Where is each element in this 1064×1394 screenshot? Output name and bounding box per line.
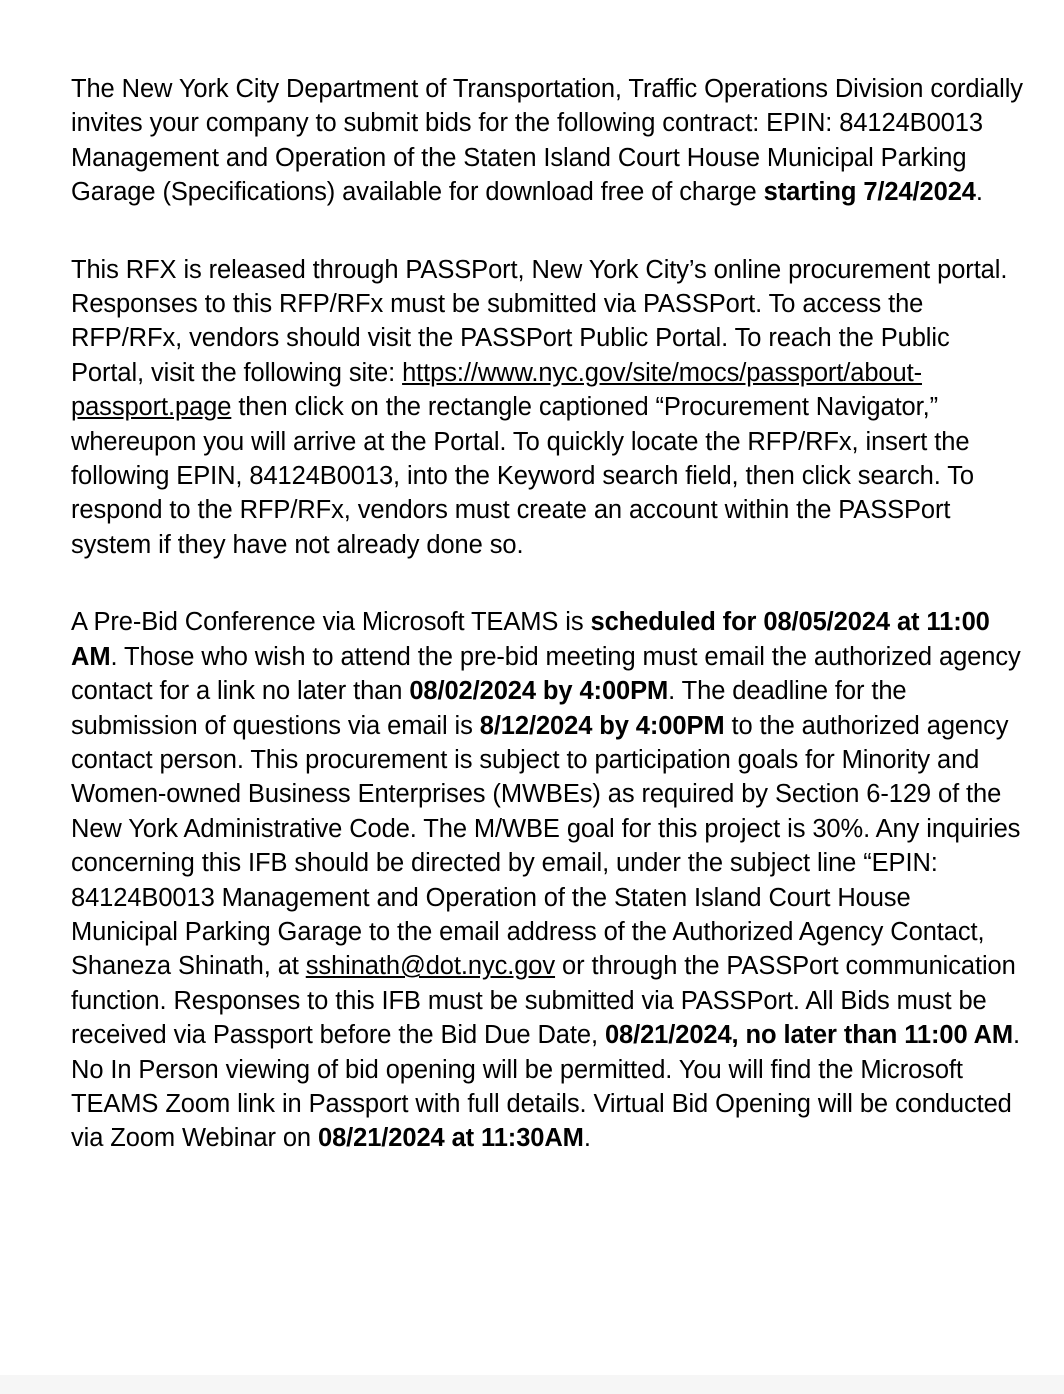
prebid-email-deadline: 08/02/2024 by 4:00PM — [409, 677, 669, 706]
passport-paragraph — [71, 253, 1024, 563]
prebid-paragraph — [71, 605, 1024, 1156]
prebid-text-3: . The deadline for the submission of questions via email is — [71, 677, 907, 740]
prebid-text-6: . No In Person viewing of bid opening will be permitted. You will find the Microsoft TEAMS Zoom link in Passport with full details. Virtual Bid Opening will be conducted via Zoom Webinar on — [71, 1021, 1021, 1153]
passport-instructions: then click on the rectangle captioned “Procurement Navigator,” whereupon you will arrive at the Portal. To quickly locate the RFP/RFx, insert the following EPIN, 84124B0013, into the Keyword search field, then click search. To respond to the RFP/RFx, vendors must create an account within the PASSPort system if they have not already done so. — [71, 393, 974, 559]
prebid-text-7: . — [583, 1124, 591, 1153]
bid-due-date: 08/21/2024, no later than 11:00 AM — [604, 1021, 1014, 1050]
passport-link[interactable]: https://www.nyc.gov/site/mocs/passport/about-passport.page — [71, 358, 922, 422]
invitation-text: The New York City Department of Transportation, Traffic Operations Division cordially invites your company to submit bids for the following contract: EPIN: 84124B0013 Management and Operation of the Staten Island Court House Municipal Parking Garage (Specifications) available for download free of charge — [71, 75, 1023, 207]
availability-date: starting 7/24/2024 — [763, 178, 976, 207]
prebid-text-1: A Pre-Bid Conference via Microsoft TEAMS is — [71, 608, 591, 637]
contact-email-link[interactable]: sshinath@dot.nyc.gov — [305, 952, 556, 981]
invitation-period: . — [975, 178, 983, 207]
prebid-text-4: to the authorized agency contact person. This procurement is subject to participation goals for Minority and Women-owned Business Enterprises (MWBEs) as required by Section 6-129 of the New York Administrative Code. The M/WBE goal for this project is 30%. Any inquiries concerning this IFB should be directed by email, under the subject line “EPIN: 84124B0013 Management and Operation of the Staten Island Court House Municipal Parking Garage to the email address of the Authorized Agency Contact, Shaneza Shinath, at — [71, 711, 1021, 981]
prebid-conference-date: scheduled for 08/05/2024 at 11:00 AM — [71, 608, 990, 671]
invitation-paragraph — [71, 72, 1024, 210]
prebid-text-5: or through the PASSPort communication function. Responses to this IFB must be submitted via PASSPort. All Bids must be received via Passport before the Bid Due Date, — [71, 952, 1016, 1050]
bid-opening-date: 08/21/2024 at 11:30AM — [317, 1124, 584, 1153]
passport-text: This RFX is released through PASSPort, New York City’s online procurement portal. Responses to this RFP/RFx must be submitted via PASSPort. To access the RFP/RFx, vendors should visit the PASSPort Public Portal. To reach the Public Portal, visit the following site: — [71, 255, 1008, 387]
questions-deadline: 8/12/2024 by 4:00PM — [479, 711, 725, 740]
prebid-text-2: . Those who wish to attend the pre-bid meeting must email the authorized agency contact for a link no later than — [71, 642, 1021, 706]
